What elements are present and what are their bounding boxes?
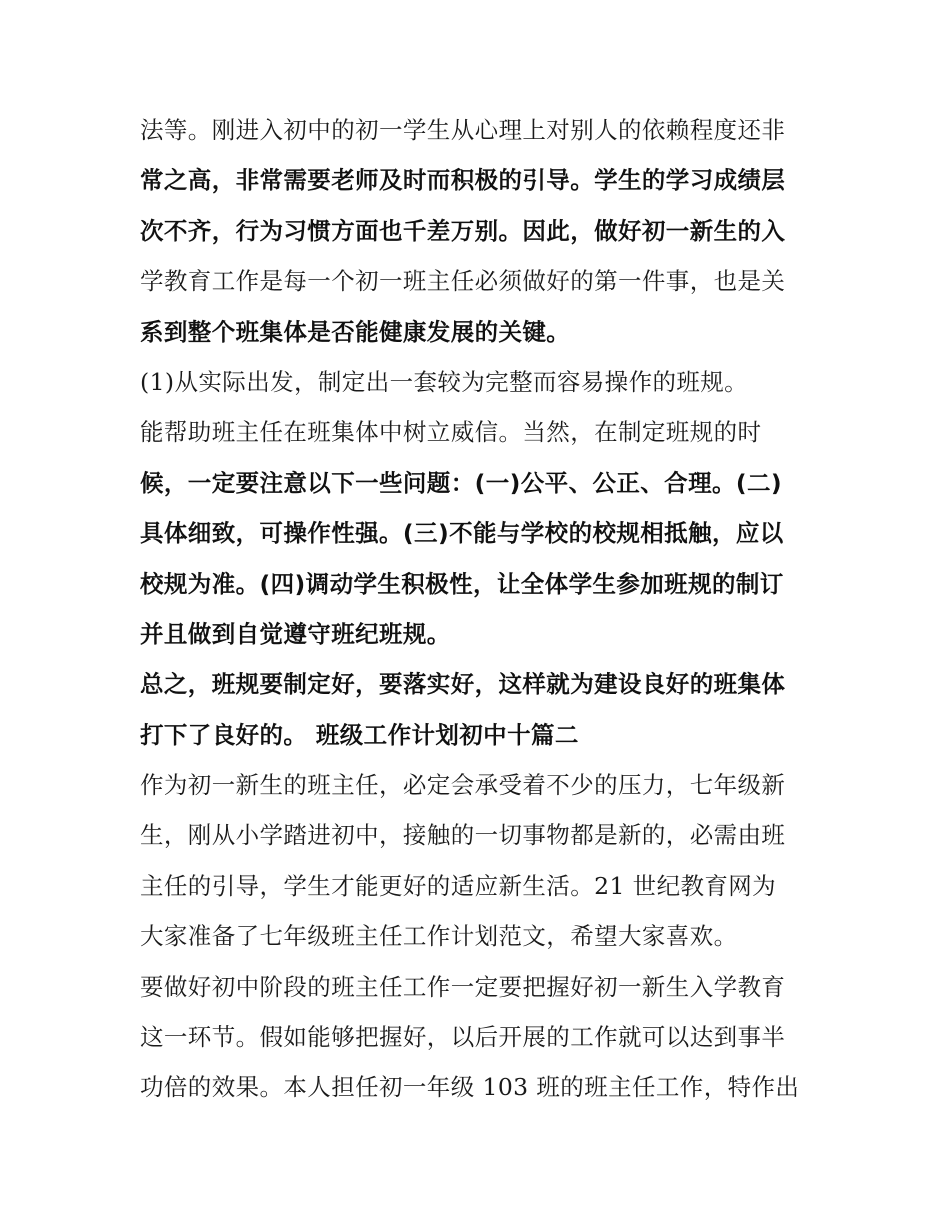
text-line: 大家准备了七年级班主任工作计划范文，希望大家喜欢。 bbox=[140, 922, 738, 951]
text-line: 具体细致，可操作性强。(三)不能与学校的校规相抵触，应以 bbox=[140, 519, 784, 548]
body-text bbox=[140, 105, 820, 1113]
text-line: 校规为准。(四)调动学生积极性，让全体学生参加班规的制订 bbox=[140, 569, 784, 598]
text-line: 法等。刚进入初中的初一学生从心理上对别人的依赖程度还非 bbox=[140, 116, 786, 144]
text-line: 常之高，非常需要老师及时而积极的引导。学生的学习成绩层 bbox=[140, 166, 786, 195]
text-line: 这一环节。假如能够把握好，以后开展的工作就可以达到事半 bbox=[140, 1023, 786, 1052]
text-line: 功倍的效果。本人担任初一年级 103 班的班主任工作，特作出 bbox=[140, 1073, 800, 1102]
text-line: 学教育工作是每一个初一班主任必须做好的第一件事，也是关 bbox=[140, 267, 786, 296]
text-line: (1)从实际出发，制定出一套较为完整而容易操作的班规。 bbox=[140, 367, 749, 396]
text-line: 能帮助班主任在班集体中树立威信。当然，在制定班规的时 bbox=[140, 418, 762, 447]
text-line: 总之，班规要制定好，要落实好，这样就为建设良好的班集体 bbox=[140, 670, 786, 699]
text-line: 作为初一新生的班主任，必定会承受着不少的压力，七年级新 bbox=[140, 771, 786, 800]
text-line: 候，一定要注意以下一些问题：(一)公平、公正、合理。(二) bbox=[140, 468, 783, 497]
text-line: 要做好初中阶段的班主任工作一定要把握好初一新生入学教育 bbox=[140, 972, 786, 1001]
text-line: 次不齐，行为习惯方面也千差万别。因此，做好初一新生的入 bbox=[140, 216, 786, 245]
text-line: 生，刚从小学踏进初中，接触的一切事物都是新的，必需由班 bbox=[140, 821, 786, 850]
text-line: 主任的引导，学生才能更好的适应新生活。21 世纪教育网为 bbox=[140, 871, 777, 900]
text-line: 系到整个班集体是否能健康发展的关键。 bbox=[140, 317, 571, 346]
section-heading-line: 打下了良好的。 班级工作计划初中十篇二 bbox=[140, 720, 579, 749]
text-line: 并且做到自觉遵守班纪班规。 bbox=[140, 619, 451, 648]
